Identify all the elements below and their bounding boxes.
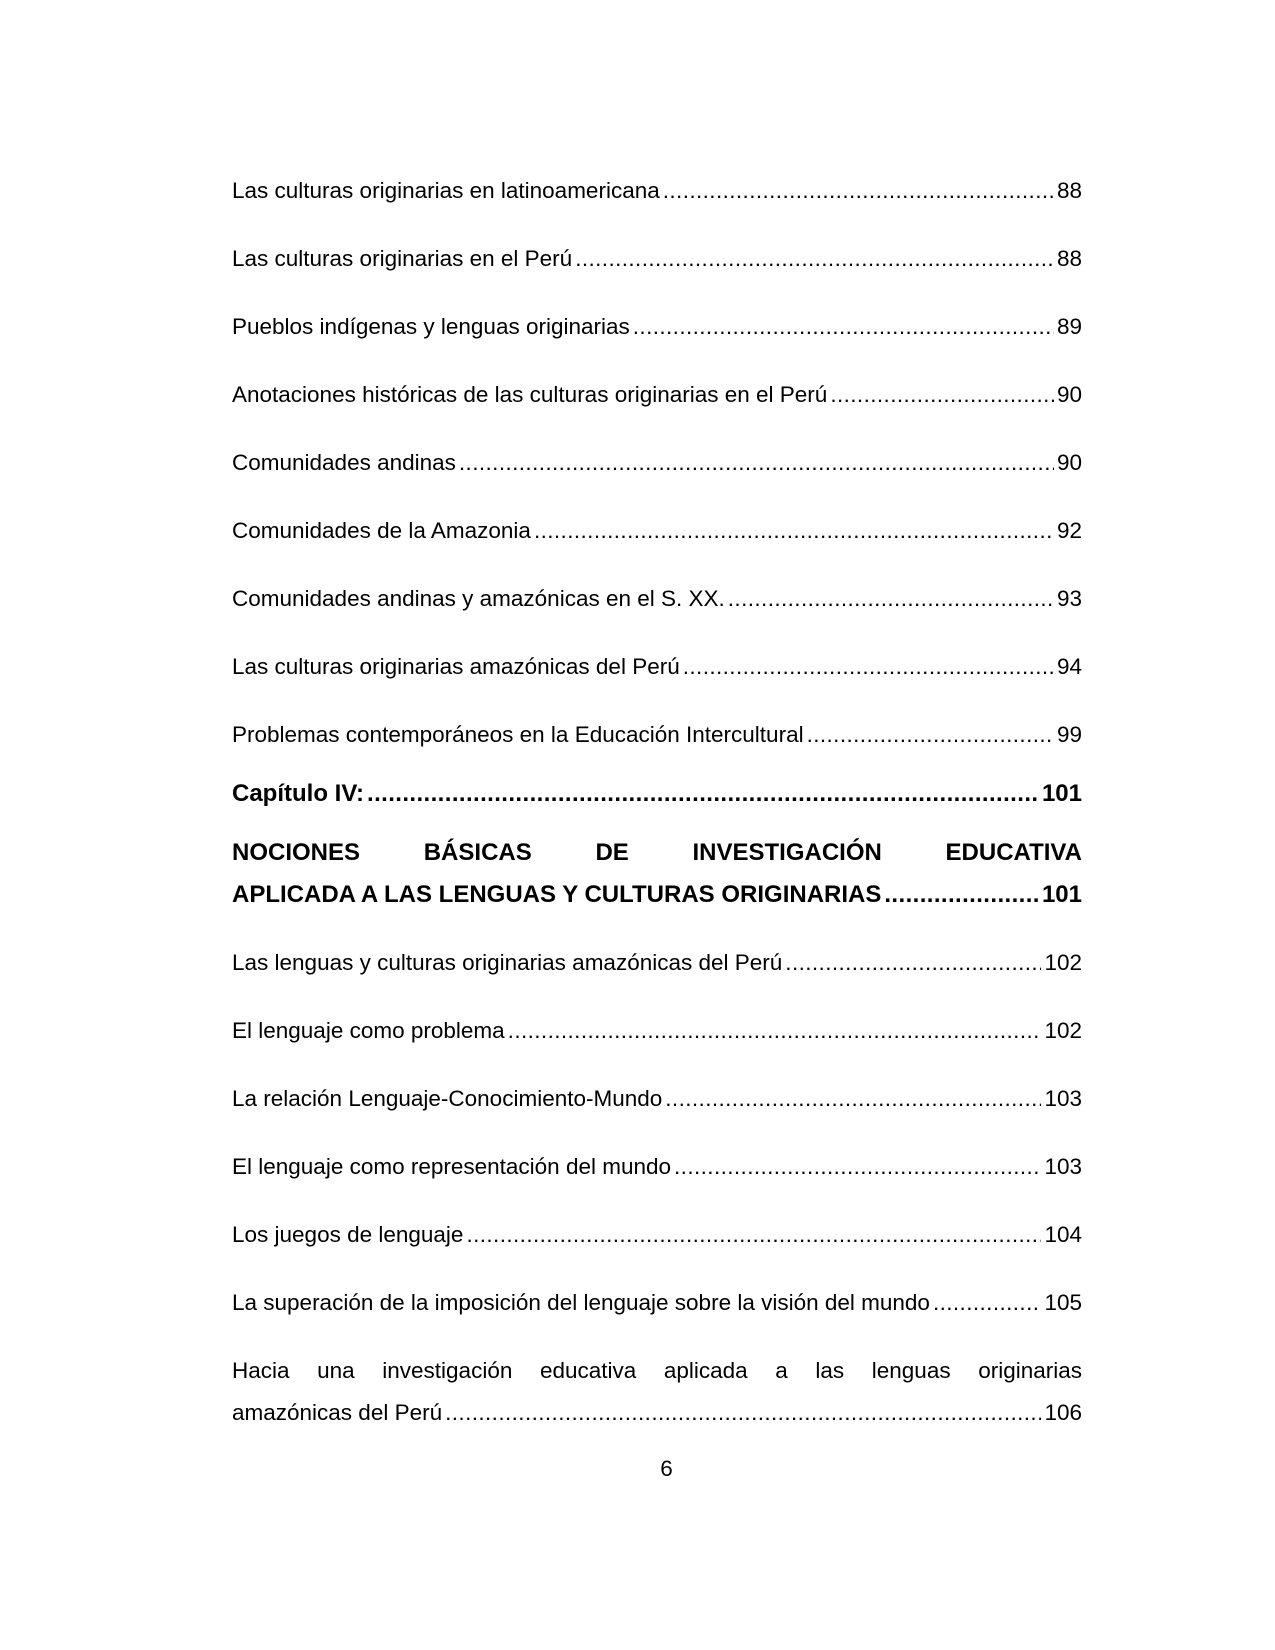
toc-entry[interactable]: Las culturas originarias en el Perú ..... 88	[232, 246, 1082, 272]
leader-dots	[884, 882, 1039, 908]
toc-entry[interactable]: Comunidades andinas ..... 90	[232, 450, 1082, 476]
toc-entry[interactable]: El lenguaje como problema ..... 102	[232, 1018, 1082, 1044]
toc-entry[interactable]: Comunidades de la Amazonia ..... 92	[232, 518, 1082, 544]
toc-entry[interactable]: La superación de la imposición del lenguaje sobre la visión del mundo ..... 105	[232, 1290, 1082, 1316]
chapter-title-line-2[interactable]: APLICADA A LAS LENGUAS Y CULTURAS ORIGINARIAS ..... 101	[232, 882, 1082, 908]
leader-dots	[445, 1400, 1041, 1426]
leader-dots	[728, 586, 1054, 612]
chapter-title-line-1: NOCIONES BÁSICAS DE INVESTIGACIÓN EDUCATIVA	[232, 839, 1082, 866]
leader-dots	[807, 722, 1054, 748]
leader-dots	[466, 1222, 1041, 1248]
toc-entry[interactable]: Los juegos de lenguaje ..... 104	[232, 1222, 1082, 1248]
toc-entry[interactable]: Comunidades andinas y amazónicas en el S. XX. ..... 93	[232, 586, 1082, 612]
leader-dots	[683, 654, 1054, 680]
leader-dots	[663, 178, 1054, 204]
page-number: 6	[660, 1456, 673, 1481]
leader-dots	[674, 1154, 1041, 1180]
toc-entry-line-2[interactable]: amazónicas del Perú ..... 106	[232, 1400, 1082, 1426]
toc-entry[interactable]: Las lenguas y culturas originarias amazónicas del Perú ..... 102	[232, 950, 1082, 976]
leader-dots	[367, 781, 1039, 807]
toc-entry[interactable]: Pueblos indígenas y lenguas originarias ..... 89	[232, 314, 1082, 340]
toc-entry[interactable]: La relación Lenguaje-Conocimiento-Mundo ..... 103	[232, 1086, 1082, 1112]
leader-dots	[633, 314, 1054, 340]
chapter-heading[interactable]: Capítulo IV: ..... 101	[232, 781, 1082, 807]
leader-dots	[785, 950, 1041, 976]
leader-dots	[508, 1018, 1042, 1044]
toc-entry[interactable]: Las culturas originarias en latinoamericana ..... 88	[232, 178, 1082, 204]
toc-entry[interactable]: Problemas contemporáneos en la Educación Intercultural ..... 99	[232, 722, 1082, 748]
leader-dots	[830, 382, 1054, 408]
leader-dots	[665, 1086, 1041, 1112]
toc-entry-line-1[interactable]: Hacia una investigación educativa aplicada a las lenguas originarias	[232, 1358, 1082, 1383]
leader-dots	[459, 450, 1054, 476]
toc-entry[interactable]: El lenguaje como representación del mundo ..... 103	[232, 1154, 1082, 1180]
leader-dots	[933, 1290, 1042, 1316]
leader-dots	[575, 246, 1054, 272]
leader-dots	[534, 518, 1054, 544]
toc-entry[interactable]: Anotaciones históricas de las culturas originarias en el Perú ..... 90	[232, 382, 1082, 408]
toc-entry[interactable]: Las culturas originarias amazónicas del Perú ..... 94	[232, 654, 1082, 680]
